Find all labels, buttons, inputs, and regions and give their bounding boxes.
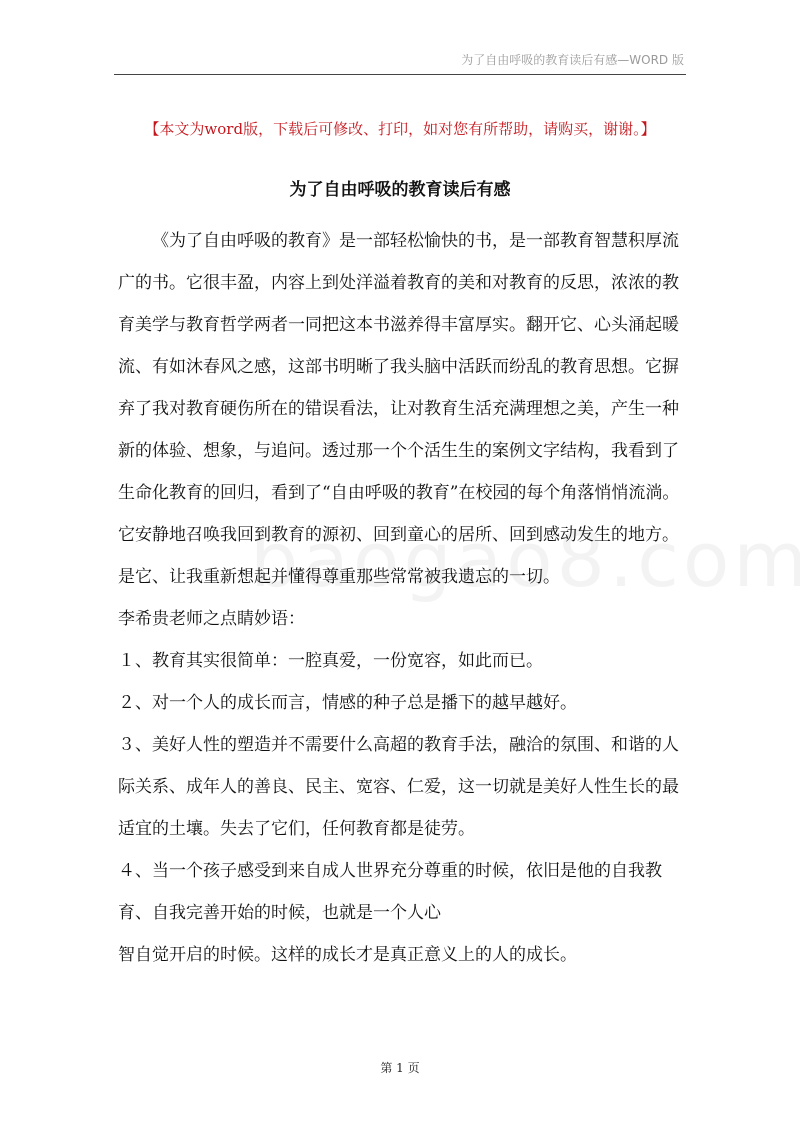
list-item-4-continued: 智自觉开启的时候。这样的成长才是真正意义上的人的成长。 <box>118 945 577 965</box>
list-item-3: ３、美好人性的塑造并不需要什么高超的教育手法，融洽的氛围、和谐的人际关系、成年人的善良、民主、宽容、仁爱，这一切就是美好人性生长的最适宜的土壤。失去了它们，任何教育都是徒劳。 <box>118 735 679 839</box>
running-header: 为了自由呼吸的教育读后有感—WORD 版 <box>461 53 684 67</box>
page-title: 为了自由呼吸的教育读后有感 <box>289 180 511 200</box>
list-item-1: １、教育其实很简单：一腔真爱，一份宽容，如此而已。 <box>118 651 543 671</box>
list-item-2: ２、对一个人的成长而言，情感的种子总是播下的越早越好。 <box>118 693 577 713</box>
paragraph-quotes-heading: 李希贵老师之点睛妙语： <box>118 609 305 629</box>
purchase-notice: 【本文为word版，下载后可修改、打印，如对您有所帮助，请购买，谢谢。】 <box>144 120 656 138</box>
list-item-4: ４、当一个孩子感受到来自成人世界充分尊重的时候，依旧是他的自我教育、自我完善开始的时候，也就是一个人心 <box>118 861 662 923</box>
header-divider <box>114 74 686 75</box>
page-number: 第 1 页 <box>380 1061 420 1075</box>
document-body <box>118 220 688 976</box>
paragraph-intro: 《为了自由呼吸的教育》是一部轻松愉快的书，是一部教育智慧积厚流广的书。它很丰盈，内容上到处洋溢着教育的美和对教育的反思，浓浓的教育美学与教育哲学两者一同把这本书滋养得丰富厚实。翻开它、心头涌起暖流、有如沐春风之感，这部书明晰了我头脑中活跃而纷乱的教育思想。它摒弃了我对教育硬伤所在的错误看法，让对教育生活充满理想之美，产生一种新的体验、想象，与追问。透过那一个个活生生的案例文字结构，我看到了生命化教育的回归，看到了“自由呼吸的教育”在校园的每个角落悄悄流淌。它安静地召唤我回到教育的源初、回到童心的居所、回到感动发生的地方。是它、让我重新想起并懂得尊重那些常常被我遗忘的一切。 <box>118 231 680 587</box>
